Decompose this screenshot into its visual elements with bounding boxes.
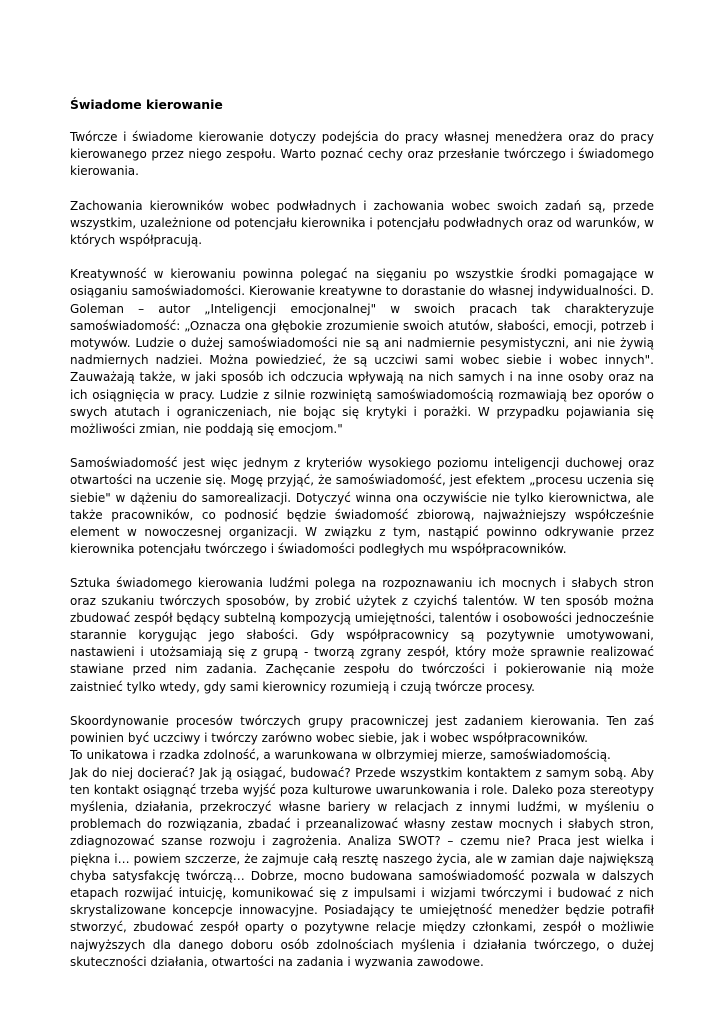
- paragraph-how-to-reach: Jak do niej docierać? Jak ją osiągać, budować? Przede wszystkim kontaktem z samym sobą. Aby ten kontakt osiągnąć trzeba wyjść poza kulturowe uwarunkowania i role. Daleko poza stereotypy myślenia, działania, przekroczyć własne bariery w relacjach z innymi ludźmi, w myśleniu o problemach do rozwiązania, zbadać i przeanalizować własny zestaw mocnych i słabych stron, zdiagnozować szanse rozwoju i zagrożenia. Analiza SWOT? – czemu nie? Praca jest wielka i piękna i… powiem szczerze, że zajmuje całą resztę naszego życia, ale w zamian daje największą chyba satysfakcję twórczą… Dobrze, mocno budowana samoświadomość pozwala w dalszych etapach rozwijać intuicję, komunikować się z impulsami i wizjami twórczymi i budować z nich skrystalizowane koncepcje innowacyjne. Posiadający te umiejętność menedżer będzie potrafił stworzyć, zbudować zespół oparty o pozytywne relacje między członkami, zespół o możliwie najwyższych dla danego doboru osób zdolnościach myślenia i działania twórczego, o dużej skuteczności działania, otwartości na zadania i wyzwania zawodowe.: [70, 765, 654, 969]
- paragraph-intro: Twórcze i świadome kierowanie dotyczy podejścia do pracy własnej menedżera oraz do pracy kierowanego przez niego zespołu. Warto poznać cechy oraz przesłanie twórczego i świadomego kierowania.: [70, 130, 654, 179]
- paragraph-coordination: Skoordynowanie procesów twórczych grupy pracowniczej jest zadaniem kierowania. Ten zaś powinien być uczciwy i twórczy zarówno wobec siebie, jak i wobec współpracowników.: [70, 713, 654, 746]
- paragraph-self-awareness: Samoświadomość jest więc jednym z kryteriów wysokiego poziomu inteligencji duchowej oraz otwartości na uczenie się. Mogę przyjąć, że samoświadomość, jest efektem „procesu uczenia się siebie" w dążeniu do samorealizacji. Dotyczyć winna ona oczywiście nie tylko kierownictwa, ale także pracowników, co podnosić będzie świadomość zbiorową, najważniejszy współcześnie element w nowoczesnej organizacji. W związku z tym, nastąpić powinno odkrywanie przez kierownika potencjału twórczego i świadomości podległych mu współpracowników.: [70, 456, 654, 557]
- document-title: Świadome kierowanie: [70, 97, 223, 112]
- paragraph-behaviors: Zachowania kierowników wobec podwładnych i zachowania wobec swoich zadań są, przede wszystkim, uzależnione od potencjału kierownika i potencjału podwładnych oraz od warunków, w których współpracują.: [70, 198, 654, 248]
- paragraph-creativity: Kreatywność w kierowaniu powinna polegać na sięganiu po wszystkie środki pomagające w osiąganiu samoświadomości. Kierowanie kreatywne to dorastanie do własnej indywidualności. D. Goleman – autor „Inteligencji emocjonalnej" w swoich pracach tak charakteryzuje samoświadomość: „Oznacza ona głębokie zrozumienie swoich atutów, słabości, emocji, potrzeb i motywów. Ludzie o dużej samoświadomości nie są ani nadmiernie pesymistyczni, ani nie żywią nadmiernych nadziei. Można powiedzieć, że są uczciwi sami wobec siebie i wobec innych". Zauważają także, w jaki sposób ich odczucia wpływają na nich samych i na inne osoby oraz na ich osiągnięcia w pracy. Ludzie z silnie rozwiniętą samoświadomością rozmawiają bez oporów o swych atutach i ograniczeniach, nie bojąc się krytyki i porażki. W przypadku pojawiania się możliwości zmian, nie poddają się emocjom.": [70, 267, 654, 437]
- paragraph-unique-ability: To unikatowa i rzadka zdolność, a warunkowana w olbrzymiej mierze, samoświadomością.: [70, 748, 611, 763]
- paragraph-art-of-management: Sztuka świadomego kierowania ludźmi polega na rozpoznawaniu ich mocnych i słabych stron oraz szukaniu twórczych sposobów, by zrobić użytek z czyichś talentów. W ten sposób można zbudować zespół będący subtelną kompozycją umiejętności, talentów i osobowości jednocześnie starannie korygując jego słabości. Gdy współpracownicy są pozytywnie umotywowani, nastawieni i utożsamiają się z grupą - tworzą zgrany zespół, który może sprawnie realizować stawiane przed nim zadania. Zachęcanie zespołu do twórczości i pokierowanie nią może zaistnieć tylko wtedy, gdy sami kierownicy rozumieją i czują twórcze procesy.: [70, 576, 654, 694]
- document-page: [70, 96, 654, 988]
